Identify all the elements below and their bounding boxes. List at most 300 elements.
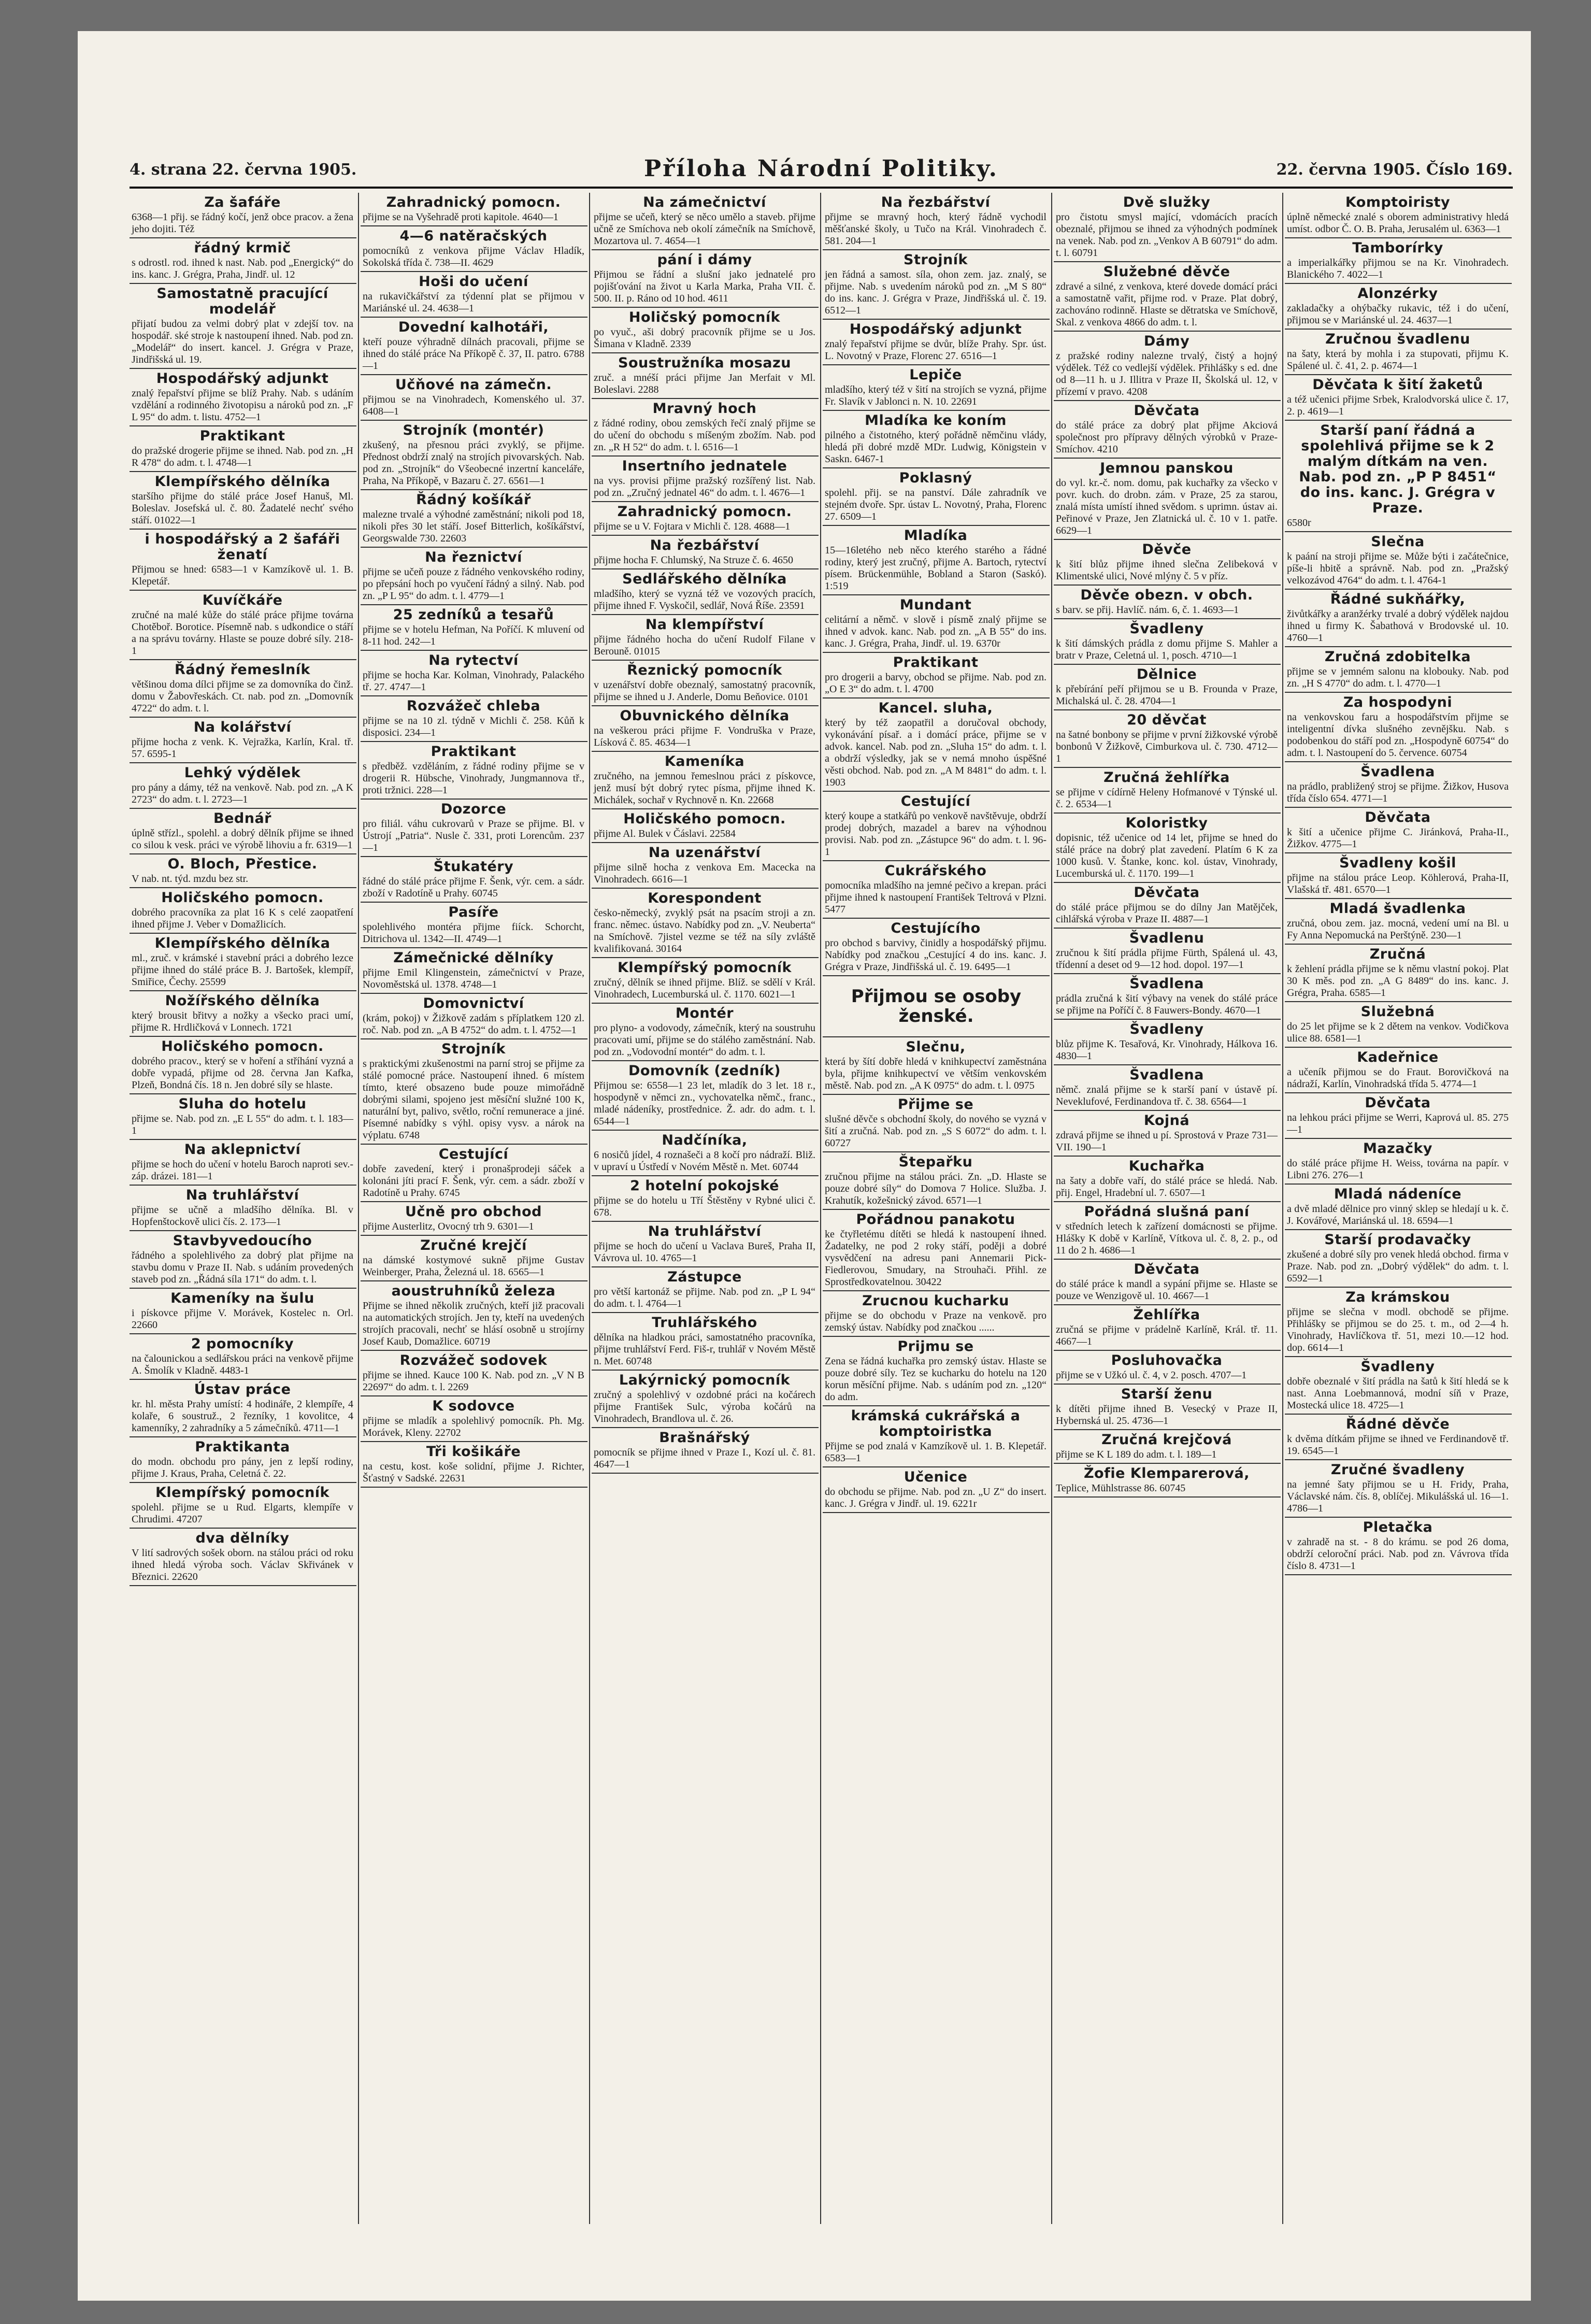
ad-text: z pražské rodiny nalezne trvalý, čistý a hojný výdělek. Též co vedlejší výdělek. Přihlášky s ed. dne od 8—11 h. u J. Illitra v Praze II, Školská ul. 12, v přízemí v pravo. 4208 — [1056, 350, 1278, 397]
ad-text: většinou doma dílci přijme se za domovníka do činž. domu v Žabovřeskách. Ct. nab. pod zn. „Domovník 4722“ do adm. t. l. — [132, 679, 353, 714]
ad-text: přijmou se na Vinohradech, Komenského ul. 37. 6408—1 — [363, 394, 584, 417]
ad-title: Děvče — [1142, 541, 1192, 558]
ad-text: přijme se. Nab. pod zn. „E L 55“ do adm. t. l. 183—1 — [132, 1113, 353, 1136]
classified-ad — [1054, 1351, 1281, 1385]
ad-title: Pořádná slušná paní — [1084, 1204, 1250, 1220]
classified-ad — [1285, 808, 1512, 853]
ad-title: Dvě služky — [1123, 194, 1211, 210]
classified-ad — [823, 1095, 1050, 1152]
ad-title: Sluha do hotelu — [178, 1096, 307, 1112]
ad-text: přijme se mravný hoch, který řádně vychodil měšťanské školy, u Tučo na Král. Vinohradech č. 581. 204—1 — [825, 211, 1047, 247]
ad-text: do pražské drogerie přijme se ihned. Nab. pod zn. „H R 478“ do adm. t. l. 4748—1 — [132, 445, 353, 468]
ad-text: i pískovce přijme V. Morávek, Kostelec n. Orl. 22660 — [132, 1307, 353, 1331]
ad-text: přijme se na 10 zl. týdně v Michli č. 258. Kůň k disposici. 234—1 — [363, 715, 584, 738]
ad-title: Lakýrnický pomocník — [619, 1372, 791, 1388]
ad-title: Brašnářský — [659, 1430, 750, 1446]
ad-text: Přijme se ihned několik zručných, kteří již pracovali na automatických strojích. Jen ty, kteří na uvedených strojích pracovali, nechť se hlásí osobně u strojírny Josef Kaub, Domažlice. 60719 — [363, 1300, 584, 1347]
ad-title: Učně pro obchod — [405, 1204, 542, 1220]
ad-title: Učenice — [904, 1469, 968, 1485]
ad-text: kteří pouze výhradně dílnách pracovali, přijme se ihned do stálé práce Na Příkopě č. 37, II. patro. 6788—1 — [363, 336, 584, 372]
ad-title: Řeznický pomocník — [627, 662, 782, 678]
classified-ad — [592, 1267, 819, 1313]
ad-text: na čalounickou a sedlářskou práci na venkově přijme A. Šmolík v Kladně. 4483-1 — [132, 1353, 353, 1376]
classified-ad — [361, 1145, 587, 1202]
ad-title: Zrucnou kucharku — [862, 1293, 1009, 1309]
classified-ad — [1054, 1157, 1281, 1202]
ad-column-1 — [130, 193, 356, 2224]
classified-ad — [592, 1061, 819, 1131]
ad-title: Kancel. sluha, — [878, 700, 993, 716]
ad-title: Na truhlářství — [185, 1187, 299, 1203]
ad-text: který by též zaopatřil a doručoval obchody, vykonávání písař. a i domácí práce, přijme se v advok. kancel. Nab. pod zn. „Sluha 15“ do adm. t. l. a obdrží výsledky, jak se v nemá mnoho úspěšné věsti obchod. Nab. pod zn. „A M 8481“ do adm. t. l. 1903 — [825, 717, 1047, 788]
classified-ad — [361, 742, 587, 800]
classified-ad — [130, 1140, 356, 1186]
classified-ad — [1285, 330, 1512, 375]
ad-text: s praktickými zkušenostmi na parní stroj se přijme za stálé pomocné práce. Nastoupení ihned. 6 místem tímto, které obsazeno bude pouze mimořádně dobrými silami, spojeno jest měsíční služné 100 K, naturální byt, palivo, světlo, roční remunerace a jiné. Písemné nabídky s výhl. opisy vysv. a nárok na výplatu. 6748 — [363, 1058, 584, 1141]
ad-title: Pořádnou panakotu — [856, 1211, 1015, 1228]
issue-date-left: 4. strana 22. června 1905. — [130, 161, 357, 179]
ad-text: na cestu, kost. koše solidní, přijme J. Richter, Šťastný v Sadské. 22631 — [363, 1461, 584, 1484]
ad-text: k přebírání peří přijmou se u B. Frounda v Praze, Michalská ul. č. 28. 4704—1 — [1056, 683, 1278, 707]
ad-text: zkušené a dobré síly pro venek hledá obchod. firma v Praze. Nab. pod zn. „Dobrý výdělek“ do adm. t. l. 6592—1 — [1287, 1249, 1509, 1284]
classified-ad — [1285, 1415, 1512, 1460]
classified-ad — [592, 843, 819, 889]
classified-ad — [823, 411, 1050, 468]
ad-title: Klempířský pomocník — [617, 960, 792, 976]
classified-ad — [1054, 1464, 1281, 1498]
classified-ad — [592, 1131, 819, 1176]
ad-text: na jemné šaty přijmou se u H. Fridy, Praha, Václavské nám. čís. 8, oblíčej. Mikulášská ul. 16—1. 4786—1 — [1287, 1479, 1509, 1514]
ad-title: Řádný košíkář — [416, 492, 531, 508]
ad-title: Jemnou panskou — [1100, 460, 1234, 476]
classified-ad — [130, 1483, 356, 1529]
ad-title: Stavbyvedoucího — [173, 1233, 312, 1249]
ad-title: Učňové na zámečn. — [395, 377, 552, 393]
classified-ad — [1054, 1430, 1281, 1464]
ad-text: zručnou k šití prádla přijme Fürth, Spálená ul. 43, třídenní a deset od 9—12 hod. dopol. 197—1 — [1056, 947, 1278, 971]
ad-text: přijatí budou za velmi dobrý plat v zdejší tov. na hospodář. ské stroje k nastoupení ihned. Nab. pod zn. „Modelář“ do insert. kancel. J. Grégra v Praze, Jindřišská ul. 19. — [132, 318, 353, 365]
ad-text: 6580r — [1287, 517, 1311, 529]
ad-text: dělníka na hladkou práci, samostatného pracovníka, přijme truhlářství Ferd. Fiš-r, truhlář v Novém Městě n. Met. 60748 — [594, 1332, 815, 1367]
ad-text: němč. znalá přijme se k starší paní v ústavě pí. Neveklufové, Ferdinandova tř. č. 38. 6564—1 — [1056, 1084, 1278, 1107]
ad-text: přijme se mladík a spolehlivý pomocník. Ph. Mg. Morávek, Kleny. 22702 — [363, 1415, 584, 1438]
ad-title: Na řezbářství — [650, 537, 759, 553]
classified-ad — [361, 1351, 587, 1396]
ad-text: do stálé práce přijmou se do dílny Jan Matějček, cihlářská výroba v Praze II. 4887—1 — [1056, 902, 1278, 925]
ad-text: přijme se na Vyšehradě proti kapitole. 4640—1 — [363, 211, 558, 223]
ad-text: s předběž. vzděláním, z řádné rodiny přijme se v drogerii R. Hübsche, Vinohrady, Jungmannova tř., proti tržnici. 228—1 — [363, 761, 584, 796]
classified-ad — [361, 651, 587, 696]
ad-text: přijme se do hotelu u Tří Štěstěny v Rybné ulici č. 678. — [594, 1195, 815, 1218]
ad-title: Děvčata k šití žaketů — [1312, 377, 1483, 393]
ad-title: Zástupce — [667, 1269, 742, 1285]
ad-title: Řádné děvče — [1345, 1416, 1450, 1432]
classified-ad — [823, 1467, 1050, 1513]
ad-text: malezne trvalé a výhodné zaměstnání; nikoli pod 18, nikoli přes 30 let stáří. Josef Bitterlich, košíkářství, Georgswalde 730. 22603 — [363, 509, 584, 544]
ad-text: pro obchod s barvivy, činidly a hospodářský přijmu. Nabídky pod značkou „Cestující 4 do ins. kanc. J. Grégra v Praze, Jindřišská ul. č. 19. 6495—1 — [825, 937, 1047, 973]
classified-ad — [361, 1236, 587, 1281]
ad-title: Švadlena — [1360, 764, 1435, 780]
classified-ad — [592, 193, 819, 250]
classified-ad — [823, 1037, 1050, 1095]
classified-ad — [1054, 974, 1281, 1020]
ad-text: pomocníků z venkova přijme Václav Hladík, Sokolská třída č. 738—II. 4629 — [363, 245, 584, 268]
classified-ad — [1054, 1065, 1281, 1111]
ad-text: staršího přijme do stálé práce Josef Hanuš, Ml. Boleslav. Josefská ul. č. 80. Žadatelé nechť svého stáří. 01022—1 — [132, 491, 353, 526]
classified-ad — [823, 1210, 1050, 1291]
ad-text: Přijmou se řádní a slušní jako jednatelé pro pojišťování na život u Karla Marka, Praha VII. č. 500. II. p. Ráno od 10 hod. 4611 — [594, 269, 815, 304]
ad-text: 15—16letého neb něco kterého starého a řádné rodiny, který jest zručný, přijme A. Bartoch, rytectví písem. Brückenmühle, Bobland a Staron (Saskó). 1:519 — [825, 545, 1047, 592]
classified-ad — [361, 193, 587, 226]
classified-ad — [1054, 586, 1281, 619]
ad-text: přijme řádného hocha do učení Rudolf Filane v Berouně. 01015 — [594, 634, 815, 657]
ad-text: ke čtyřletému dítěti se hledá k nastoupení ihned. Žadatelky, ne pod 2 roky stáří, poději a dobré vysvědčení na adresu pani Annemarii Pick-Fiedlerovou, Smudary, na Strouhači. Přihl. ze Sprostředkovatelnou. 30422 — [825, 1229, 1047, 1288]
classified-ad — [361, 605, 587, 651]
classified-ad — [130, 991, 356, 1037]
classified-ad — [361, 1202, 587, 1236]
ad-title: Praktikant — [199, 428, 285, 444]
classified-ad — [361, 421, 587, 490]
classified-ad — [130, 718, 356, 763]
ad-title: Kameníka — [664, 753, 745, 769]
classified-ad — [130, 426, 356, 472]
classified-ad — [823, 653, 1050, 698]
ad-text: přijme se v Užkó ul. č. 4, v 2. posch. 4707—1 — [1056, 1370, 1247, 1381]
ad-title: Na truhlářství — [648, 1223, 762, 1239]
ad-title: O. Bloch, Přestice. — [167, 856, 318, 872]
classified-ad — [592, 752, 819, 809]
ad-text: znalý řepařství přijme se blíž Prahy. Nab. s udáním vzdělání a rodinného životopisu a nároků pod zn. „F L 95“ do adm. t. listu. 4752—1 — [132, 388, 353, 423]
ad-title: pání i dámy — [657, 252, 752, 268]
classified-ad — [130, 1037, 356, 1094]
ad-title: Na zámečnictví — [643, 194, 766, 210]
ad-text: řádné do stálé práce přijme F. Šenk, výr. cem. a sádr. zboží v Radotíně u Prahy. 60745 — [363, 876, 584, 899]
ad-title: Samostatně pracující modelář — [156, 286, 328, 317]
classified-ad — [1054, 929, 1281, 974]
ad-text: v zahradě na st. - 8 do krámu. se pod 26 doma, obdrží celoroční práci. Nab. pod zn. Vávrova třída číslo 8. 4731—1 — [1287, 1536, 1509, 1572]
classified-ad — [592, 457, 819, 502]
classified-ad — [1054, 540, 1281, 586]
ad-title: Domovník (zedník) — [628, 1063, 781, 1079]
ad-text: pro čistotu smysl mající, vdomácích pracích obeznalé, přijmou se ihned za výhodných podmínek na venek. Nab. pod zn. „Venkov A B 60791“ do adm. t. l. 60791 — [1056, 211, 1278, 259]
ad-text: přijme se slečna v modl. obchodě se přijme. Přihlášky se přijmou se do 25. t. m., od 2—4 h. Vinohrady, Havlíčkova tř. 51, mezi 10.—12 hod. dop. 6614—1 — [1287, 1306, 1509, 1353]
ad-text: 6 nosičů jídel, 4 roznašeči a 8 kočí pro nádraží. Bliž. v upraví u Ústředí v Novém Městě n. Met. 60744 — [594, 1149, 815, 1173]
ad-text: přijme silně hocha z venkova Em. Macecka na Vinohradech. 6616—1 — [594, 862, 815, 885]
ad-text: blůz přijme K. Tesařová, Kr. Vinohrady, Hálkova 16. 4830—1 — [1056, 1038, 1278, 1062]
ad-text: dobrého pracovníka za plat 16 K s celé zaopatření ihned přijme J. Veber v Domažlicích. — [132, 907, 353, 930]
ad-title: Tři košikáře — [426, 1444, 521, 1460]
classified-ad — [1054, 193, 1281, 262]
classified-ad — [592, 889, 819, 958]
ad-text: s odrostl. rod. ihned k nast. Nab. pod „Energický“ do ins. kanc. J. Grégra, Praha, Jindř. ul. 12 — [132, 257, 353, 280]
ad-text: zdravé a silné, z venkova, které dovede domácí práci a samostatně vařit, přijme rod. v Praze. Plat dobrý, zachováno rodinně. Hlaste se dětratska ve Smíchově, Skal. z venkova 4866 do adm. t. l. — [1056, 281, 1278, 328]
classified-ad — [361, 490, 587, 548]
ad-title: Poklasný — [899, 470, 972, 486]
ad-text: k šití blůz přijme ihned slečna Zelibeková v Klimentské ulici, Nové mlýny č. 5 v příz. — [1056, 559, 1278, 582]
ad-title: Bednář — [213, 810, 271, 826]
ad-text: přijme se K L 189 do adm. t. l. 189—1 — [1056, 1449, 1217, 1460]
classified-ad — [592, 958, 819, 1004]
classified-ad — [1285, 1288, 1512, 1357]
column-divider — [358, 193, 359, 2224]
ad-title: Hospodářský adjunkt — [849, 321, 1022, 337]
ad-title: Pasíře — [448, 904, 499, 920]
ad-title: Mladíka — [904, 527, 968, 544]
classified-ad — [823, 792, 1050, 861]
ad-title: Praktikant — [893, 654, 979, 671]
ad-title: Praktikanta — [195, 1439, 290, 1455]
ad-text: s barv. se přij. Havlíč. nám. 6, č. 1. 4693—1 — [1056, 604, 1239, 616]
classified-ad — [592, 1428, 819, 1474]
ad-title: Cestující — [900, 793, 971, 809]
classified-ad — [592, 1222, 819, 1267]
ad-text: přijme se hoch do učení u Vaclava Bureš, Praha II, Vávrova ul. 10. 4765—1 — [594, 1241, 815, 1264]
ad-column-4 — [823, 193, 1050, 2224]
classified-ad — [130, 763, 356, 809]
ad-title: Služebná — [1360, 1004, 1435, 1020]
classified-ad — [592, 502, 819, 536]
classified-ad — [1054, 665, 1281, 710]
ad-title: 25 zedníků a tesařů — [393, 607, 554, 623]
classified-ad — [1285, 375, 1512, 421]
classified-ad — [361, 548, 587, 605]
classified-ad — [1054, 814, 1281, 883]
ad-text: česko-německý, zvyklý psát na psacím stroji a zn. franc. němec. ústavo. Nabídky pod zn. „V. Neuberta“ na Smíchově. 7jistel vezme se též na síly zvláště kvalifikovaná. 30164 — [594, 907, 815, 954]
ad-title: Tamborírky — [1352, 240, 1443, 256]
ad-title: Na řeznictví — [425, 549, 522, 565]
classified-ad — [1285, 284, 1512, 330]
ad-text: pro filiál. váhu cukrovarů v Praze se přijme. Bl. v Ústrojí „Patria“. Nusle č. 331, proti Lorencům. 237—1 — [363, 818, 584, 853]
ad-text: jen řádná a samost. síla, ohon zem. jaz. znalý, se přijme. Nab. s uvedením nároků pod zn. „M S 80“ do ins. kanc. J. Grégra v Praze, Jindřišská ul. č. 19. 6512—1 — [825, 269, 1047, 316]
ad-title: aoustruhníků železa — [391, 1283, 556, 1299]
ad-title: Rozvážeč sodovek — [399, 1352, 548, 1368]
ad-title: Mazačky — [1363, 1140, 1433, 1157]
ad-title: Služebné děvče — [1103, 264, 1230, 280]
classified-ad — [1285, 853, 1512, 899]
classified-ad — [1285, 1518, 1512, 1575]
classified-ad — [361, 800, 587, 857]
classified-ad — [1054, 710, 1281, 768]
ad-title: Lepiče — [909, 367, 962, 383]
ad-text: přijme se v hotelu Hefman, Na Poříčí. K mluvení od 8-11 hod. 242—1 — [363, 624, 584, 647]
ad-title: Švadleny — [1129, 621, 1204, 637]
ad-text: na lehkou práci přijme se Werri, Kaprová ul. 85. 275—1 — [1287, 1112, 1509, 1135]
ad-title: Koloristky — [1125, 815, 1208, 831]
ad-title: dva dělníky — [195, 1530, 290, 1546]
ad-title: Na rytectví — [428, 652, 519, 668]
classified-ad — [1285, 1002, 1512, 1048]
ad-text: na šatné bonbony se přijme v první žižkovské výrobě bonbonů V Žižkově, Cimburkova ul. č. 730. 4712—1 — [1056, 729, 1278, 764]
classified-ad — [1054, 619, 1281, 665]
ad-title: Mundant — [899, 597, 972, 613]
classified-ad — [1054, 1020, 1281, 1065]
ad-text: do 25 let přijme se k 2 dětem na venkov. Vodičkova ulice 88. 6581—1 — [1287, 1021, 1509, 1044]
ad-title: Děvčata — [1134, 403, 1200, 419]
ad-title: Zručná — [1369, 946, 1426, 962]
ad-text: dobře zavedení, který i pronašprodeji sáček a kolonáni jíti prací F. Šenk, výr. cem. a sádr. zboží v Radotíně u Prahy. 6745 — [363, 1163, 584, 1199]
page-header — [130, 155, 1513, 184]
ad-text: na prádlo, prabližený stroj se přijme. Žižkov, Husova třída číslo 654. 4771—1 — [1287, 781, 1509, 804]
classified-ad — [1054, 262, 1281, 332]
ad-title: Za hospodyni — [1343, 694, 1453, 710]
classified-ad — [1054, 1305, 1281, 1351]
ad-text: přijme se u V. Fojtara v Michli č. 128. 4688—1 — [594, 521, 791, 532]
classified-ad — [1285, 1139, 1512, 1185]
ad-title: Kojná — [1143, 1113, 1190, 1129]
classified-ad — [130, 854, 356, 888]
classified-ad — [130, 1437, 356, 1483]
column-divider — [1051, 193, 1052, 2224]
classified-ad — [592, 1176, 819, 1222]
ad-text: prádla zručná k šití výbavy na venek do stálé práce se přijme na Poříčí č. 8 Fauwers-Bondy. 4670—1 — [1056, 993, 1278, 1016]
ad-title: Sedlářského dělníka — [622, 571, 787, 587]
classified-ad — [130, 591, 356, 660]
classified-ad — [130, 284, 356, 369]
classified-ad — [130, 1380, 356, 1437]
ad-text: přijme Emil Klingenstein, zámečnictví v Praze, Novoměstská ul. 1378. 4748—1 — [363, 967, 584, 990]
ad-title: Dělnice — [1136, 666, 1197, 682]
ad-title: Kuchařka — [1128, 1158, 1205, 1174]
ad-text: zručného, na jemnou řemeslnou práci z pískovce, jenž musí být dobrý rytec písma, přijme ihned K. Michálek, sochař v Rychnově n. Kn. 22668 — [594, 771, 815, 806]
classified-ad — [361, 994, 587, 1039]
ad-title: Zručnou švadlenu — [1325, 331, 1470, 347]
classified-ad — [130, 809, 356, 854]
classified-ad — [592, 809, 819, 843]
column-divider — [820, 193, 821, 2224]
ad-text: do obchodu se přijme. Nab. pod zn. „U Z“ do insert. kanc. J. Grégra v Jindř. ul. 19. 6221r — [825, 1486, 1047, 1509]
ad-text: Teplice, Mühlstrasse 86. 60745 — [1056, 1482, 1186, 1494]
ad-title: Za šafáře — [204, 194, 281, 210]
ad-text: slušné děvče s obchodní školy, do nového se vyzná v šití a zručná. Nab. pod zn. „S S 6072“ do adm. t. l. 60727 — [825, 1114, 1047, 1149]
ad-text: na rukavičkářství za týdenní plat se přijmou v Mariánské ul. 24. 4638—1 — [363, 291, 584, 314]
classified-ad — [130, 369, 356, 426]
ad-title: Děvčata — [1134, 1261, 1200, 1277]
classified-ad — [361, 948, 587, 994]
ad-text: zručný, dělník se ihned přijme. Blíž. se sdělí v Král. Vinohradech, Lucemburská ul. č. 1170. 6021—1 — [594, 977, 815, 1000]
ad-text: Přijmou se hned: 6583—1 v Kamzíkově ul. 1. B. Klepetář. — [132, 564, 353, 587]
classified-ad — [592, 569, 819, 615]
ad-text: přijme se hocha Kar. Kolman, Vinohrady, Palackého tř. 27. 4747—1 — [363, 669, 584, 693]
ad-title: Insertního jednatele — [622, 458, 787, 474]
classified-ad — [592, 353, 819, 399]
ad-text: zdravá přijme se ihned u pí. Sprostová v Praze 731—VII. 190—1 — [1056, 1130, 1278, 1153]
ad-text: 6368—1 přij. se řádný kočí, jenž obce pracov. a žena jeho dojiti. Též — [132, 211, 353, 235]
classified-ad — [1285, 532, 1512, 590]
classified-ad — [1054, 1385, 1281, 1430]
ad-title: i hospodářský a 2 šafáři ženatí — [145, 531, 340, 563]
ad-title: Cestující — [438, 1146, 509, 1162]
ad-text: přijme se v jemném salonu na klobouky. Nab. pod zn. „H S 4770“ do adm. t. l. 4770—1 — [1287, 666, 1509, 689]
ad-title: 4—6 natěračských — [399, 228, 548, 244]
classified-ad — [592, 706, 819, 752]
ad-title: Na řezbářství — [881, 194, 991, 210]
classified-ad — [1285, 1093, 1512, 1139]
classified-ad — [361, 1039, 587, 1145]
ad-text: přijme hocha z venk. K. Vejražka, Karlín, Kral. tř. 57. 6595-1 — [132, 736, 353, 760]
ad-text: přijme Austerlitz, Ovocný trh 9. 6301—1 — [363, 1221, 534, 1232]
classified-ad — [1285, 945, 1512, 1002]
classified-ad — [823, 526, 1050, 595]
ad-text: Přijme se pod znalá v Kamzíkově ul. 1. B. Klepetář. 6583—1 — [825, 1441, 1047, 1464]
ad-text: a dvě mladé dělnice pro vinný sklep se hledají u k. č. J. Kovářové, Mariánská ul. 18. 6594—1 — [1287, 1203, 1509, 1227]
classified-ad — [361, 857, 587, 903]
ad-text: na šaty, která by mohla i za stupovati, přijmu K. Spálené ul. č. 41, 2. p. 4674—1 — [1287, 348, 1509, 372]
ad-title: Strojník — [441, 1041, 506, 1057]
ad-title: Hospodářský adjunkt — [156, 370, 329, 387]
classified-ad — [823, 1152, 1050, 1210]
ad-title: Nadčíníka, — [662, 1132, 748, 1148]
ad-title: 2 pomocníky — [191, 1336, 294, 1352]
ad-title: K sodovce — [432, 1398, 515, 1414]
classified-ad — [361, 375, 587, 421]
ad-title: Švadleny — [1129, 1021, 1204, 1037]
ad-text: která by šítí dobře hledá v knihkupectví zaměstnána byla, přijme knihkupectví ve větším venkovském městě. Nab. pod zn. „A K 0975“ do adm. t. l. 0975 — [825, 1056, 1047, 1091]
ad-title: Klempířský pomocník — [155, 1485, 330, 1501]
ad-text: znalý řepařství přijme se dvůr, blíže Prahy. Spr. úst. L. Novotný v Praze, Florenc 27. 6516—1 — [825, 338, 1047, 362]
ad-text: v středních letech k zařízení domácnosti se přijme. Hlášky K době v Karlíně, Vítkova ul. č. 8, 2. p., od 11 do 2 h. 4686—1 — [1056, 1221, 1278, 1256]
ad-text: přijme Al. Bulek v Čáslavi. 22584 — [594, 828, 736, 839]
classified-ad — [1054, 883, 1281, 929]
ad-title: Zahradnický pomocn. — [386, 194, 561, 210]
classified-ad — [1054, 401, 1281, 459]
ad-title: Švadlena — [1129, 1067, 1204, 1083]
ad-title: Žehlířka — [1133, 1307, 1200, 1323]
header-rule — [130, 187, 1513, 189]
ad-title: Lehký výdělek — [184, 765, 301, 781]
ad-title: Strojník — [904, 252, 968, 268]
classified-ad — [823, 1337, 1050, 1406]
classified-ad — [592, 1004, 819, 1061]
ad-title: Holičského pomocn. — [623, 811, 786, 827]
ad-text: do modn. obchodu pro pány, jen z lepší rodiny, přijme J. Kraus, Praha, Celetná č. 22. — [132, 1456, 353, 1479]
ad-title: Obuvnického dělníka — [620, 708, 790, 724]
classified-ad — [1285, 1048, 1512, 1093]
ad-title: Zručná zdobitelka — [1324, 649, 1471, 665]
ad-title: Ústav práce — [194, 1381, 291, 1398]
classified-ad — [592, 399, 819, 457]
column-divider — [1282, 193, 1283, 2224]
ad-title: Děvčata — [1365, 809, 1431, 825]
ad-title: Holičského pomocn. — [161, 890, 324, 906]
ad-title: Cukrářského — [884, 863, 987, 879]
classified-ad — [361, 272, 587, 318]
ad-title: Soustružníka mosazu — [618, 355, 791, 371]
ad-text: po vyuč., aši dobrý pracovník přijme se u Jos. Šimana v Kladně. 2339 — [594, 326, 815, 350]
ad-title: Štepařku — [898, 1154, 973, 1170]
ad-text: k žehlení prádla přijme se k němu vlastní pokoj. Plat 30 K měs. pod zn. „A G 8489“ do ins. kanc. J. Grégra, Praha. 6585—1 — [1287, 963, 1509, 999]
classified-ad — [823, 250, 1050, 320]
classified-ad — [592, 308, 819, 353]
classified-ad — [1285, 1230, 1512, 1288]
ad-text: zkušený, na přesnou práci zvyklý, se přijme. Přednost obdrží znalý na strojích pivovarských. Nab. pod zn. „Strojník“ do Všeobecné inzertní kanceláře, Praha, Na Příkopě, v Bazaru č. 27. 6561—1 — [363, 439, 584, 487]
ad-title: Na uzenářství — [648, 845, 761, 861]
ad-title: Slečnu, — [906, 1039, 966, 1055]
classified-ad — [1054, 1260, 1281, 1305]
ad-text: který koupe a statkářů po venkově navštěvuje, obdrží prodej dobrých, mazadel a barev na výhodnou provisi. Nab. pod zn. „Zástupce 96“ do adm. t. l. 96-1 — [825, 810, 1047, 858]
ad-title: Švadleny — [1360, 1359, 1435, 1375]
ad-text: V nab. nt. týd. mzdu bez str. — [132, 873, 249, 885]
ad-text: řádného a spolehlivého za dobrý plat přijme na stavbu domu v Praze II. Nab. s udáním provedených staveb pod zn. „Řádná síla 171“ do adm. t. l. — [132, 1250, 353, 1285]
ad-title: Za krámskou — [1345, 1289, 1450, 1305]
classified-ad — [130, 888, 356, 934]
ad-text: na vys. provisi přijme pražský rozšířený list. Nab. pod zn. „Zručný jednatel 46“ do adm. t. l. 4676—1 — [594, 475, 815, 498]
classified-ad — [130, 934, 356, 991]
classified-ad — [592, 1313, 819, 1371]
ad-title: Děvče obezn. v obch. — [1080, 587, 1253, 603]
ad-title: Starší paní řádná a spolehlivá přijme se k 2 malým dítkám na ven. Nab. pod zn. „P P 8451“ do ins. kanc. J. Grégra v Praze. — [1299, 422, 1497, 516]
ad-title: Přijme se — [897, 1096, 974, 1113]
classified-ad — [130, 1186, 356, 1231]
